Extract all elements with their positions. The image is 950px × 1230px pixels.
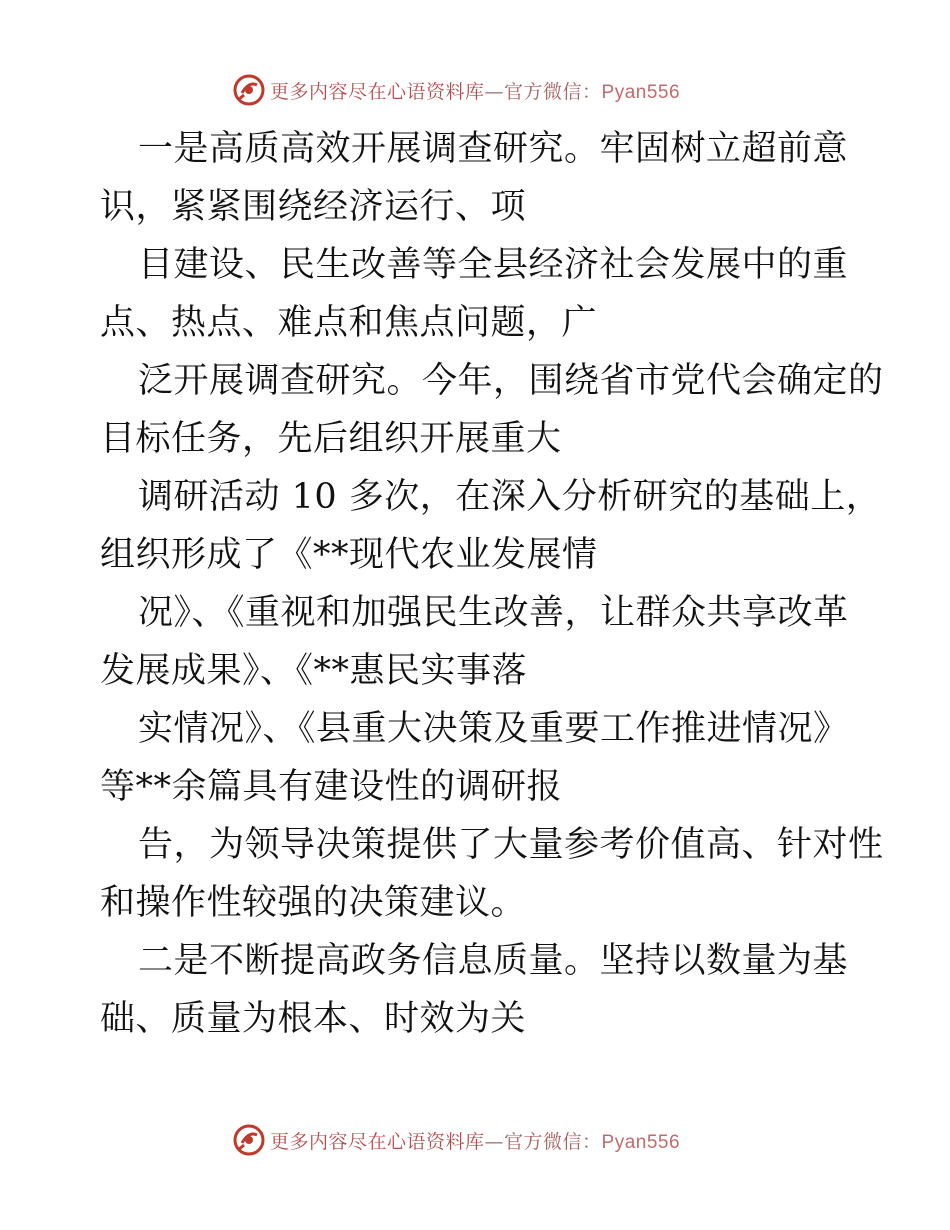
watermark-separator: — — [484, 1130, 505, 1153]
text-line: 发展成果》、《**惠民实事落 — [100, 651, 528, 691]
text-line: 识，紧紧围绕经济运行、项 — [100, 187, 527, 227]
logo-icon — [232, 1123, 266, 1157]
paragraph — [100, 932, 860, 1048]
watermark-wechat-id: Pyan556 — [601, 1131, 681, 1153]
text-line: 一是高质高效开展调查研究。牢固树立超前意 — [138, 129, 849, 169]
paragraph — [100, 584, 860, 700]
text-line: 和操作性较强的决策建议。 — [100, 883, 527, 923]
text-line: 二是不断提高政务信息质量。坚持以数量为基 — [138, 941, 849, 981]
text-line: 调研活动 10 多次，在深入分析研究的基础上， — [138, 477, 882, 517]
paragraph — [100, 236, 860, 352]
paragraph — [100, 816, 884, 932]
text-line: 实情况》、《县重大决策及重要工作推进情况》 — [138, 709, 849, 749]
watermark-site: 更多内容尽在心语资料库 — [270, 80, 485, 103]
text-line: 组织形成了《**现代农业发展情 — [100, 535, 598, 575]
text-line: 告，为领导决策提供了大量参考价值高、针对性 — [138, 825, 884, 865]
paragraph — [100, 700, 860, 816]
logo-icon — [232, 73, 266, 107]
watermark-wechat-id: Pyan556 — [601, 81, 681, 103]
watermark-wechat-label: 官方微信： — [504, 1130, 602, 1153]
document-body — [100, 120, 884, 1048]
text-line: 础、质量为根本、时效为关 — [100, 999, 527, 1039]
watermark-separator: — — [484, 80, 505, 103]
text-line: 况》、《重视和加强民生改善，让群众共享改革 — [138, 593, 849, 633]
text-line: 目建设、民生改善等全县经济社会发展中的重 — [138, 245, 849, 285]
text-line: 点、热点、难点和焦点问题，广 — [100, 303, 598, 343]
text-line: 泛开展调查研究。今年，围绕省市党代会确定的 — [138, 361, 884, 401]
watermark-site: 更多内容尽在心语资料库 — [270, 1130, 485, 1153]
watermark-wechat-label: 官方微信： — [504, 80, 602, 103]
paragraph — [100, 352, 884, 468]
paragraph — [100, 468, 882, 584]
watermark-text — [270, 1127, 680, 1154]
footer-watermark — [232, 1122, 732, 1158]
text-line: 目标任务，先后组织开展重大 — [100, 419, 562, 459]
header-watermark — [232, 72, 732, 108]
text-line: 等**余篇具有建设性的调研报 — [100, 767, 563, 807]
watermark-text — [270, 77, 680, 104]
paragraph — [100, 120, 860, 236]
